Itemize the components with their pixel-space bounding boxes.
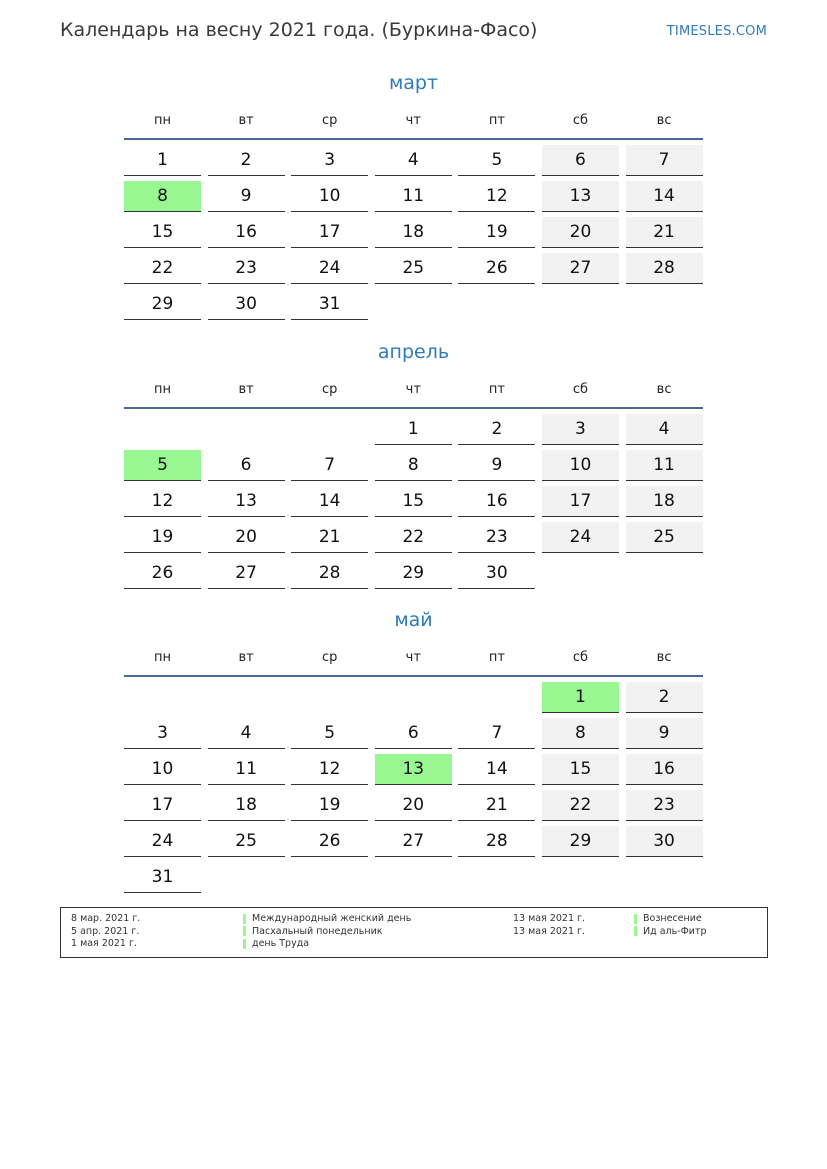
empty-cell (375, 682, 452, 713)
site-link[interactable]: TIMESLES.COM (666, 24, 767, 39)
day-grid (124, 682, 703, 898)
legend-name: Пасхальный понедельник (252, 925, 383, 937)
weekday-label: пн (154, 381, 171, 397)
holiday-swatch (243, 926, 246, 936)
weekend-day-cell: 20 (542, 217, 619, 248)
empty-cell (124, 414, 201, 445)
day-cell: 26 (458, 253, 535, 284)
weekday-label: вс (656, 112, 672, 128)
holiday-day-cell: 1 (542, 682, 619, 713)
weekend-day-cell: 24 (542, 522, 619, 553)
day-cell: 16 (458, 486, 535, 517)
day-cell: 11 (208, 754, 285, 785)
day-cell: 26 (124, 558, 201, 589)
header-rule (124, 407, 703, 409)
day-cell: 2 (208, 145, 285, 176)
week-row (124, 181, 703, 217)
day-cell: 16 (208, 217, 285, 248)
day-cell: 31 (291, 289, 368, 320)
legend-names-left (243, 913, 411, 951)
day-cell: 5 (291, 718, 368, 749)
month-may (124, 605, 703, 898)
day-cell: 14 (291, 486, 368, 517)
legend-names-right (634, 913, 707, 938)
empty-cell (291, 682, 368, 713)
day-cell: 10 (291, 181, 368, 212)
day-cell: 13 (208, 486, 285, 517)
holiday-day-cell: 8 (124, 181, 201, 212)
week-row (124, 718, 703, 754)
weekend-day-cell: 15 (542, 754, 619, 785)
legend-date: 13 мая 2021 г. (513, 913, 586, 924)
day-cell: 9 (458, 450, 535, 481)
month-name: май (394, 609, 433, 631)
weekend-day-cell: 21 (626, 217, 703, 248)
weekend-day-cell: 30 (626, 826, 703, 857)
weekday-label: сб (572, 112, 589, 128)
day-cell: 24 (124, 826, 201, 857)
weekday-label: пн (154, 112, 171, 128)
day-cell: 20 (208, 522, 285, 553)
day-cell: 1 (375, 414, 452, 445)
day-cell: 19 (458, 217, 535, 248)
day-cell: 5 (458, 145, 535, 176)
month-name: март (388, 72, 439, 94)
empty-cell (291, 414, 368, 445)
weekend-day-cell: 29 (542, 826, 619, 857)
holiday-swatch (243, 914, 246, 924)
weekday-header (124, 102, 703, 138)
weekday-label: вс (656, 649, 672, 665)
page-title: Календарь на весну 2021 года. (Буркина-Фасо) (60, 19, 538, 41)
weekend-day-cell: 10 (542, 450, 619, 481)
weekend-day-cell: 6 (542, 145, 619, 176)
day-cell: 27 (375, 826, 452, 857)
week-row (124, 414, 703, 450)
legend-dates-left (71, 913, 140, 951)
day-cell: 4 (208, 718, 285, 749)
legend-item (243, 913, 411, 926)
day-cell: 23 (458, 522, 535, 553)
empty-cell (458, 682, 535, 713)
legend-item (243, 938, 411, 951)
day-cell: 9 (208, 181, 285, 212)
day-cell: 19 (291, 790, 368, 821)
weekend-day-cell: 4 (626, 414, 703, 445)
empty-cell (458, 289, 535, 320)
weekday-label: пн (154, 649, 171, 665)
weekday-label: сб (572, 649, 589, 665)
day-cell: 21 (291, 522, 368, 553)
weekend-day-cell: 22 (542, 790, 619, 821)
week-row (124, 558, 703, 594)
empty-cell (626, 862, 703, 893)
day-cell: 21 (458, 790, 535, 821)
empty-cell (208, 682, 285, 713)
weekday-label: вс (656, 381, 672, 397)
day-cell: 24 (291, 253, 368, 284)
day-cell: 18 (375, 217, 452, 248)
weekday-label: вт (238, 649, 254, 665)
legend-date: 13 мая 2021 г. (513, 925, 586, 937)
day-cell: 30 (458, 558, 535, 589)
month-april (124, 337, 703, 594)
week-row (124, 682, 703, 718)
legend-item (243, 926, 411, 939)
week-row (124, 217, 703, 253)
day-cell: 19 (124, 522, 201, 553)
day-cell: 26 (291, 826, 368, 857)
week-row (124, 145, 703, 181)
month-march (124, 68, 703, 325)
empty-cell (626, 558, 703, 589)
week-row (124, 253, 703, 289)
day-cell: 11 (375, 181, 452, 212)
empty-cell (291, 862, 368, 893)
weekend-day-cell: 17 (542, 486, 619, 517)
day-cell: 1 (124, 145, 201, 176)
legend-name: день Труда (252, 938, 310, 949)
day-cell: 22 (124, 253, 201, 284)
header-rule (124, 675, 703, 677)
weekday-header (124, 371, 703, 407)
legend-date: 1 мая 2021 г. (71, 938, 137, 949)
day-cell: 25 (375, 253, 452, 284)
day-cell: 23 (208, 253, 285, 284)
day-cell: 15 (124, 217, 201, 248)
empty-cell (375, 289, 452, 320)
empty-cell (208, 414, 285, 445)
day-cell: 6 (208, 450, 285, 481)
day-grid (124, 145, 703, 325)
week-row (124, 862, 703, 898)
weekend-day-cell: 11 (626, 450, 703, 481)
weekend-day-cell: 13 (542, 181, 619, 212)
holiday-day-cell: 13 (375, 754, 452, 785)
legend-item (634, 926, 707, 939)
day-cell: 27 (208, 558, 285, 589)
empty-cell (375, 862, 452, 893)
empty-cell (542, 289, 619, 320)
weekday-label: чт (405, 112, 421, 128)
day-cell: 8 (375, 450, 452, 481)
month-name: апрель (377, 341, 450, 363)
day-cell: 25 (208, 826, 285, 857)
weekday-label: чт (405, 649, 421, 665)
header-rule (124, 138, 703, 140)
day-cell: 12 (458, 181, 535, 212)
empty-cell (124, 682, 201, 713)
weekday-header (124, 639, 703, 675)
empty-cell (542, 862, 619, 893)
holiday-legend (60, 907, 768, 958)
legend-name: Вознесение (643, 913, 702, 924)
day-cell: 17 (291, 217, 368, 248)
empty-cell (208, 862, 285, 893)
weekend-day-cell: 3 (542, 414, 619, 445)
day-cell: 29 (124, 289, 201, 320)
day-grid (124, 414, 703, 594)
day-cell: 31 (124, 862, 201, 893)
holiday-swatch (634, 926, 637, 936)
day-cell: 30 (208, 289, 285, 320)
day-cell: 29 (375, 558, 452, 589)
weekend-day-cell: 23 (626, 790, 703, 821)
week-row (124, 486, 703, 522)
day-cell: 3 (291, 145, 368, 176)
weekday-label: вт (238, 112, 254, 128)
empty-cell (458, 862, 535, 893)
weekend-day-cell: 25 (626, 522, 703, 553)
holiday-day-cell: 5 (124, 450, 201, 481)
weekday-label: ср (321, 381, 338, 397)
day-cell: 3 (124, 718, 201, 749)
empty-cell (626, 289, 703, 320)
day-cell: 22 (375, 522, 452, 553)
weekend-day-cell: 18 (626, 486, 703, 517)
day-cell: 28 (458, 826, 535, 857)
day-cell: 2 (458, 414, 535, 445)
day-cell: 14 (458, 754, 535, 785)
weekday-label: пт (488, 649, 505, 665)
day-cell: 4 (375, 145, 452, 176)
day-cell: 6 (375, 718, 452, 749)
weekday-label: ср (321, 112, 338, 128)
legend-dates-right (513, 913, 585, 938)
week-row (124, 754, 703, 790)
legend-name: Ид аль-Фитр (643, 925, 707, 937)
weekend-day-cell: 16 (626, 754, 703, 785)
week-row (124, 826, 703, 862)
legend-date: 5 апр. 2021 г. (71, 925, 140, 937)
weekday-label: чт (405, 381, 421, 397)
weekday-label: вт (238, 381, 254, 397)
week-row (124, 522, 703, 558)
holiday-swatch (634, 914, 637, 924)
weekday-label: сб (572, 381, 589, 397)
weekday-label: ср (321, 649, 338, 665)
day-cell: 12 (124, 486, 201, 517)
weekday-label: пт (488, 381, 505, 397)
empty-cell (542, 558, 619, 589)
weekend-day-cell: 28 (626, 253, 703, 284)
legend-item (634, 913, 707, 926)
day-cell: 12 (291, 754, 368, 785)
legend-name: Международный женский день (252, 913, 412, 924)
week-row (124, 450, 703, 486)
weekday-label: пт (488, 112, 505, 128)
weekend-day-cell: 27 (542, 253, 619, 284)
day-cell: 15 (375, 486, 452, 517)
legend-date: 8 мар. 2021 г. (71, 913, 141, 924)
week-row (124, 289, 703, 325)
day-cell: 28 (291, 558, 368, 589)
holiday-swatch (243, 939, 246, 949)
day-cell: 17 (124, 790, 201, 821)
day-cell: 20 (375, 790, 452, 821)
weekend-day-cell: 7 (626, 145, 703, 176)
week-row (124, 790, 703, 826)
weekend-day-cell: 2 (626, 682, 703, 713)
weekend-day-cell: 9 (626, 718, 703, 749)
weekend-day-cell: 8 (542, 718, 619, 749)
weekend-day-cell: 14 (626, 181, 703, 212)
day-cell: 7 (291, 450, 368, 481)
day-cell: 10 (124, 754, 201, 785)
day-cell: 18 (208, 790, 285, 821)
day-cell: 7 (458, 718, 535, 749)
